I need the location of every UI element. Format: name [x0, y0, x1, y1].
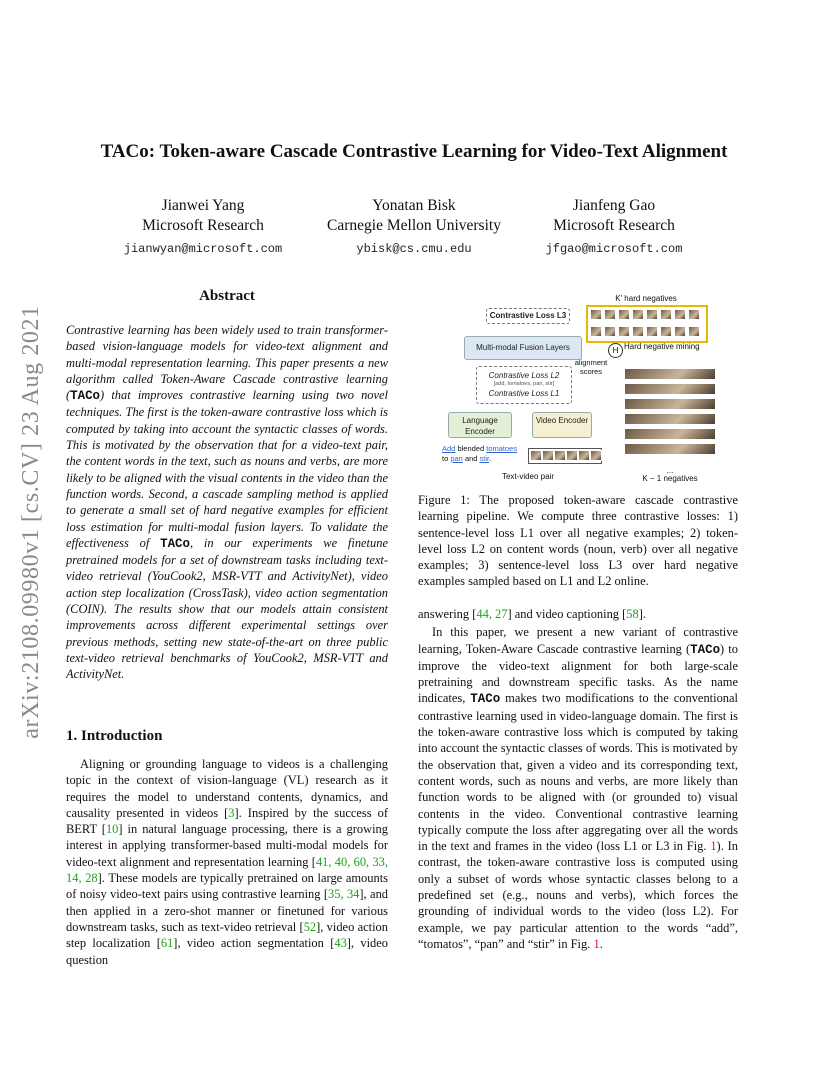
text-part: ] and video captioning [	[507, 607, 627, 621]
fusion-layers-box: Multi-modal Fusion Layers	[464, 336, 582, 360]
author-email: jianwyan@microsoft.com	[123, 242, 283, 256]
abstract-part: , in our experiments we finetune pretrained models for a set of downstream tasks including text-video retrieval (YouCook2, MSR-VTT and ActivityNet), video action step localization (CrossTask), video action segmentation (COIN). The results show that our models attain consistent improvements across different experimental settings over previous methods, setting new state-of-the-art on three public text-video retrieval benchmarks of YouCook2, MSR-VTT and ActivityNet.	[66, 535, 388, 682]
author-affiliation: Microsoft Research	[553, 217, 675, 234]
method-name: Token-Aware Cascade contrastive learning	[465, 641, 682, 656]
abstract-method-name: Token-Aware Cascade contrastive learning	[160, 371, 388, 386]
text-part: makes two modifications to the conventional contrastive learning used in video-language domain. The first is the token-aware contrastive loss which is computed by taking into account the syntactic classes of words. This is motivated by the observation that, given a video and its corresponding text, content words, such as nouns and verbs, are more likely than function words to be aligned with (or grounded to) visual contents in the video. Conventional contrastive learning typically compute the loss after aggregating over all the words in the text and frames in the video (loss L1 or L3 in Fig.	[418, 691, 738, 854]
text-part: answering [	[418, 607, 477, 621]
video-encoder-box: Video Encoder	[532, 412, 592, 438]
content-word: Add	[442, 444, 456, 453]
hard-negatives-box	[586, 305, 708, 343]
abstract-acronym: TACo	[70, 389, 101, 404]
paragraph: In this paper, we present a new variant of contrastive learning, Token-Aware Cascade contrastive learning (TACo) to improve the video-text alignment for both large-scale pretraining and downstream specific tasks. As the name indicates, TACo makes two modifications to the conventional contrastive learning used in video-language domain. The first is the token-aware contrastive loss which is computed by taking into account the syntactic classes of words. This is motivated by the observation that, given a video and its corresponding text, content words, such as nouns and verbs, are more likely than function words to be aligned with (or grounded to) visual contents in the video. Conventional contrastive learning typically compute the loss after aggregating over all the words in the text and frames in the video (loss L1 or L3 in Fig. 1). In contrast, the token-aware contrastive loss is computed using only a subset of words whose syntactic classes belong to a predefined set (e.g., nouns and verbs), which forces the grounding of individual words to the video (loss L2). For example, we pay particular attention to the words “add”, “tomatos”, “pan” and “stir” in Fig. 1.	[418, 625, 738, 951]
contrastive-loss-1-2	[476, 366, 572, 404]
negatives-stack	[624, 368, 716, 466]
author-affiliation: Microsoft Research	[142, 217, 264, 234]
intro-part: ]. These models are typically pretrained on large amounts of noisy video-text pairs using contrastive learning [	[66, 871, 388, 902]
citation-link[interactable]: 3	[228, 805, 235, 820]
author-name: Jianwei Yang	[161, 197, 245, 214]
contrastive-loss-2: Contrastive Loss L2	[488, 371, 560, 380]
abstract-text: Contrastive learning has been widely used to train transformer-based vision-language models for video-text alignment and multi-modal representation learning. This paper presents a new algorithm called Token-Aware Cascade contrastive learning (TACo) that improves contrastive learning using two novel techniques. The first is the token-aware contrastive loss which is computed by taking into account the syntactic classes of words. This is motivated by the observation that for a video-text pair, the content words in the text, such as nouns and verbs, are more likely to be aligned with the visual contents in the video than the function words. Second, a cascade sampling method is applied to generate a small set of hard negative examples for efficient loss estimation for multi-modal fusion layers. To validate the effectiveness of TACo, in our experiments we finetune pretrained models for a set of downstream tasks including text-video retrieval (YouCook2, MSR-VTT and ActivityNet), video action step localization (CrossTask), video action segmentation (COIN). The results show that our models attain consistent improvements across different experimental settings over previous methods, setting new state-of-the-art on three public text-video retrieval benchmarks of YouCook2, MSR-VTT and ActivityNet.	[66, 323, 388, 682]
continued-paragraph	[418, 606, 738, 622]
hard-negatives-label: K' hard negatives	[615, 294, 677, 303]
text-part: In this paper, we present a new variant of contrastive learning,	[418, 625, 738, 656]
abstract-part: that improves contrastive learning using two novel techniques. The first is the token-aware contrastive loss which is computed by taking into account the syntactic classes of words. This is motivated by the observation that for a video-text pair, the content words in the text, such as nouns and verbs, are more likely to be aligned with the visual contents in the video than the function words. Second, a cascade sampling method is applied to generate a small set of hard negative examples for efficient loss estimation for multi-modal fusion layers. To validate the effectiveness of	[66, 388, 388, 550]
figure-1-caption: Figure 1: The proposed token-aware cascade contrastive learning pipeline. We compute three contrastive losses: 1) sentence-level loss L1 over all negative examples; 2) token-level loss L2 on content words (noun, verb) over all negative examples; 3) sentence-level loss L3 over hard negative examples sampled based on L1 and L2 online.	[418, 493, 738, 589]
text-part: to improve the video-text alignment for both large-scale pretraining and downstream specific tasks. As the name indicates,	[418, 641, 738, 706]
content-word: tomatoes	[486, 444, 518, 453]
intro-part: ], video action step localization [	[66, 919, 388, 951]
author-email: jfgao@microsoft.com	[545, 242, 683, 256]
citation-link[interactable]: 61	[160, 936, 174, 951]
hard-mining-label: Hard negative mining	[624, 342, 700, 351]
contrastive-loss-1: Contrastive Loss L1	[488, 389, 560, 398]
sentence-part: .	[489, 454, 492, 463]
acronym: TACo	[690, 642, 721, 657]
text-part: ].	[638, 607, 646, 621]
text-video-pair-label: Text-video pair	[501, 472, 555, 481]
arxiv-stamp: arXiv:2108.09980v1 [cs.CV] 23 Aug 2021	[18, 305, 44, 739]
acronym: TACo	[470, 692, 501, 707]
abstract-part: Contrastive learning has been widely used to train transformer-based vision-language models for video-text alignment and multi-modal representation learning. This paper presents a new algorithm called	[66, 323, 388, 386]
citation-link[interactable]: 58	[626, 607, 639, 621]
contrastive-loss-3: Contrastive Loss L3	[486, 308, 570, 324]
text-part: ). In contrast, the token-aware contrastive loss is computed using only a subset of words whose syntactic classes belong to a predefined set (e.g., nouns and verbs), which forces the grounding of individual words to the video (loss L2). For example, we pay particular attention to the words “add”, “tomatos”, “pan” and “stir” in Fig.	[418, 839, 738, 951]
author-affiliation: Carnegie Mellon University	[327, 217, 501, 234]
sentence-part: to	[442, 454, 451, 463]
intro-heading: 1. Introduction	[66, 728, 163, 744]
sentence-part: and	[462, 454, 480, 463]
intro-part: ] in natural language processing, there is a growing interest in applying transformer-based multi-modal models for video-text alignment and representation learning [	[66, 822, 388, 869]
author-3	[499, 196, 729, 259]
hard-mining-node: H	[608, 343, 623, 358]
intro-text	[66, 756, 388, 968]
author-1	[88, 196, 318, 259]
figure-ref-link[interactable]: 1	[710, 839, 717, 854]
citation-link[interactable]: 43	[334, 936, 347, 951]
citation-link[interactable]: 35, 34	[328, 887, 360, 902]
video-frames-strip	[528, 448, 602, 464]
intro-part: ], video question	[66, 936, 388, 967]
figure-1-diagram	[418, 292, 720, 486]
alignment-scores-label: alignment scores	[574, 358, 608, 376]
content-word: stir	[479, 454, 490, 463]
citation-link[interactable]: 41, 40, 60, 33, 14, 28	[66, 854, 389, 886]
sentence-example	[442, 444, 534, 464]
intro-part: ], video action segmentation [	[173, 936, 335, 951]
paper-title: TACo: Token-aware Cascade Contrastive Learning for Video-Text Alignment	[100, 141, 728, 162]
language-encoder-box: Language Encoder	[448, 412, 512, 438]
citation-link[interactable]: 52	[303, 919, 317, 934]
sentence-part: blended	[455, 444, 487, 453]
ellipsis: ...	[666, 466, 674, 475]
author-2	[299, 196, 529, 259]
author-name: Yonatan Bisk	[372, 197, 456, 214]
right-column-text	[418, 606, 738, 952]
content-words-label: [add, tomatoes, pan, stir]	[493, 381, 555, 387]
text-part: .	[599, 936, 603, 951]
citation-link[interactable]: 10	[105, 822, 119, 837]
citation-link[interactable]: 44, 27	[476, 607, 508, 621]
author-name: Jianfeng Gao	[572, 197, 656, 214]
abstract-acronym: TACo	[160, 536, 190, 551]
figure-ref-link[interactable]: 1	[593, 936, 600, 951]
author-email: ybisk@cs.cmu.edu	[356, 242, 472, 256]
intro-part: ], and then applied in a zero-shot manner or finetuned for various downstream tasks, such as text-video retrieval [	[66, 887, 389, 934]
negatives-label: K − 1 negatives	[642, 474, 698, 483]
content-word: pan	[450, 454, 463, 463]
intro-part: ]. Inspired by the success of BERT [	[66, 805, 388, 837]
intro-part: Aligning or grounding language to videos is a challenging topic in the context of vision-language (VL) research as it requires the model to understand contents, dynamics, and causality presented in videos [	[66, 757, 388, 820]
abstract-heading: Abstract	[199, 288, 255, 304]
